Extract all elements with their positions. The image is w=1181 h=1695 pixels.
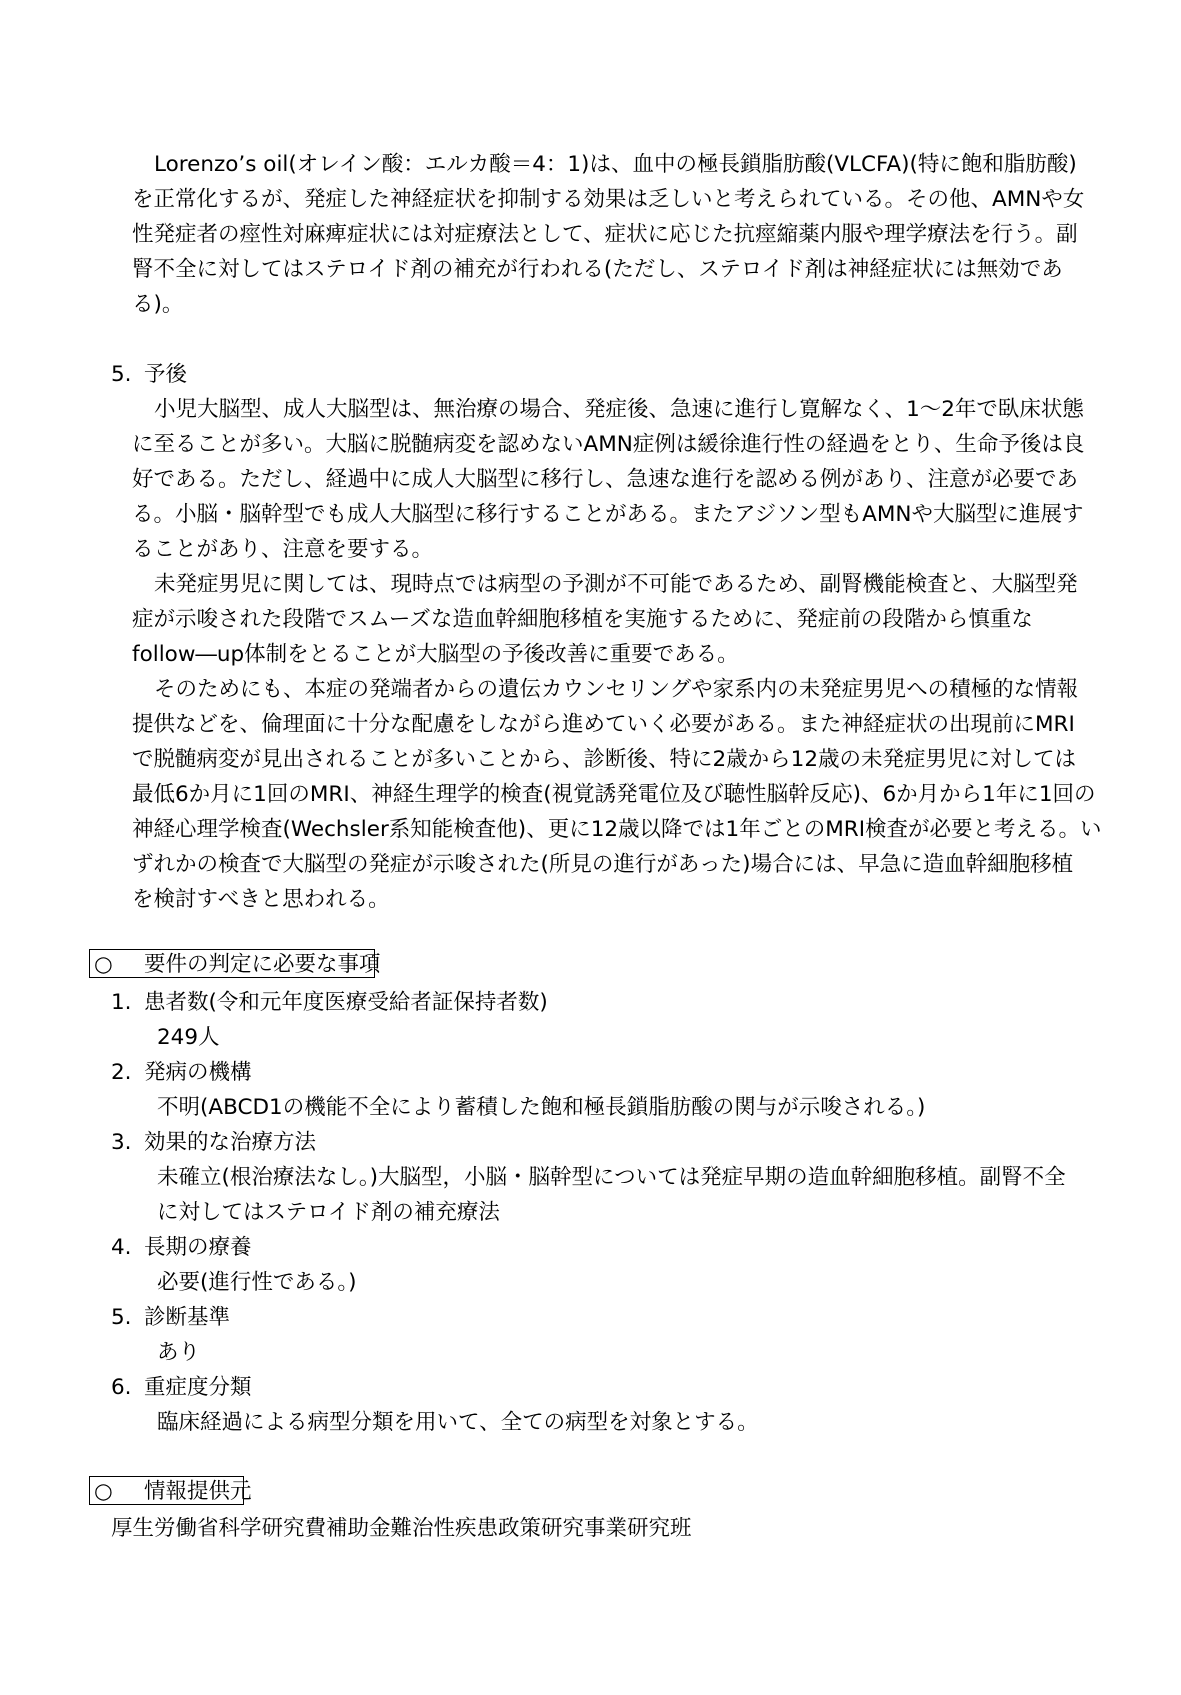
item-number: 6. [111, 1375, 132, 1400]
requirements-list [111, 985, 1066, 1440]
item-title: 効果的な治療方法 [144, 1130, 317, 1155]
section-number: 5. [111, 362, 132, 387]
requirement-item-content: 不明(ABCD1の機能不全により蓄積した飽和極長鎖脂肪酸の関与が示唆される。) [157, 1095, 926, 1120]
text-line: を正常化するが、発症した神経症状を抑制する効果は乏しいと考えられている。その他、AMNや女 [132, 187, 1085, 212]
text-line: follow―up体制をとることが大脳型の予後改善に重要である。 [132, 642, 739, 667]
item-number: 2. [111, 1060, 132, 1085]
section-title: 予後 [144, 362, 188, 387]
requirements-heading-box [89, 949, 381, 978]
item-title: 診断基準 [144, 1305, 231, 1330]
requirements-heading: 要件の判定に必要な事項 [144, 952, 381, 977]
item-number: 1. [111, 990, 132, 1015]
text-line: に至ることが多い。大脳に脱髄病変を認めないAMN症例は緩徐進行性の経過をとり、生命予後は良 [132, 432, 1085, 457]
requirement-item-content: あり [157, 1340, 201, 1365]
treatment-paragraph [132, 147, 1084, 322]
prognosis-heading [111, 357, 187, 392]
requirement-item-title [111, 1230, 1066, 1265]
requirement-item-content: に対してはステロイド剤の補充療法 [157, 1200, 500, 1225]
requirement-item-content: 必要(進行性である。) [157, 1270, 357, 1295]
text-line: 症が示唆された段階でスムーズな造血幹細胞移植を実施するために、発症前の段階から慎重な [132, 607, 1033, 632]
source-text: 厚生労働省科学研究費補助金難治性疾患政策研究事業研究班 [111, 1516, 692, 1541]
text-line: 最低6か月に1回のMRI、神経生理学的検査(視覚誘発電位及び聴性脳幹反応)、6か月から1年に1回の [132, 782, 1096, 807]
item-title: 長期の療養 [144, 1235, 252, 1260]
prognosis-paragraph [132, 567, 1078, 672]
text-line: る。小脳・脳幹型でも成人大脳型に移行することがある。またアジソン型もAMNや大脳型に進展す [132, 502, 1084, 527]
item-title: 患者数(令和元年度医療受給者証保持者数) [144, 990, 548, 1015]
text-line: ずれかの検査で大脳型の発症が示唆された(所見の進行があった)場合には、早急に造血幹細胞移植 [132, 852, 1074, 877]
requirement-item-title [111, 985, 1066, 1020]
prognosis-paragraph [132, 392, 1084, 567]
item-number: 5. [111, 1305, 132, 1330]
requirement-item-content: 未確立(根治療法なし。)大脳型，小脳・脳幹型については発症早期の造血幹細胞移植。副腎不全 [157, 1165, 1066, 1190]
item-number: 4. [111, 1235, 132, 1260]
prognosis-paragraph [132, 672, 1102, 917]
text-line: ることがあり、注意を要する。 [132, 537, 434, 562]
requirement-item-title [111, 1300, 1066, 1335]
text-line: そのためにも、本症の発端者からの遺伝カウンセリングや家系内の未発症男児への積極的な情報 [154, 677, 1079, 702]
item-title: 発病の機構 [144, 1060, 252, 1085]
circle-marker-icon: ○ [94, 1479, 113, 1504]
requirement-item-title [111, 1125, 1066, 1160]
circle-marker-icon: ○ [94, 952, 113, 977]
text-line: で脱髄病変が見出されることが多いことから、診断後、特に2歳から12歳の未発症男児に対しては [132, 747, 1077, 772]
requirement-item-content: 臨床経過による病型分類を用いて、全ての病型を対象とする。 [157, 1410, 759, 1435]
requirement-item-content: 249人 [157, 1025, 220, 1050]
text-line: る)。 [132, 292, 184, 317]
text-line: Lorenzo’s oil(オレイン酸：エルカ酸＝4：1)は、血中の極長鎖脂肪酸(VLCFA)(特に飽和脂肪酸) [154, 152, 1077, 177]
requirement-item-title [111, 1370, 1066, 1405]
text-line: を検討すべきと思われる。 [132, 887, 390, 912]
text-line: 未発症男児に関しては、現時点では病型の予測が不可能であるため、副腎機能検査と、大脳型発 [154, 572, 1078, 597]
text-line: 好である。ただし、経過中に成人大脳型に移行し、急速な進行を認める例があり、注意が必要であ [132, 467, 1079, 492]
requirement-item-title [111, 1055, 1066, 1090]
text-line: 神経心理学検査(Wechsler系知能検査他)、更に12歳以降では1年ごとのMRI検査が必要と考える。い [132, 817, 1102, 842]
source-heading: 情報提供元 [144, 1479, 252, 1504]
text-line: 腎不全に対してはステロイド剤の補充が行われる(ただし、ステロイド剤は神経症状には無効であ [132, 257, 1063, 282]
text-line: 提供などを、倫理面に十分な配慮をしながら進めていく必要がある。また神経症状の出現前にMRI [132, 712, 1075, 737]
item-title: 重症度分類 [144, 1375, 252, 1400]
text-line: 小児大脳型、成人大脳型は、無治療の場合、発症後、急速に進行し寛解なく、1～2年で臥床状態 [154, 397, 1084, 422]
source-heading-box [89, 1476, 252, 1505]
item-number: 3. [111, 1130, 132, 1155]
text-line: 性発症者の痙性対麻痺症状には対症療法として、症状に応じた抗痙縮薬内服や理学療法を行う。副 [132, 222, 1078, 247]
